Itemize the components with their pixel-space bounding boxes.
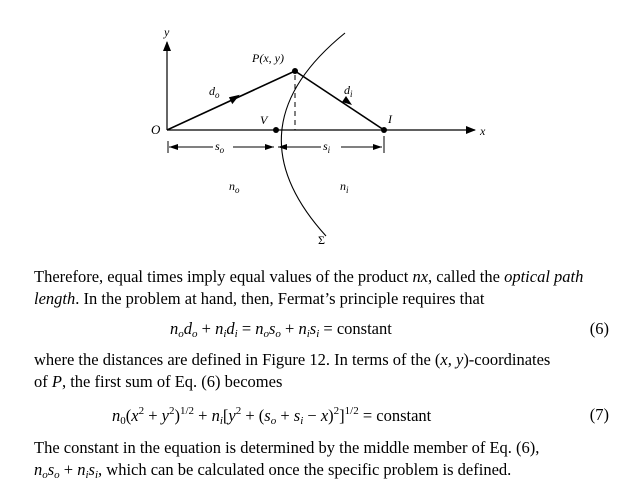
paragraph-constant: The constant in the equation is determined by the middle member of Eq. (6), $n_os_o + n_is_i$, which can be calculated once the specific problem is defined. [34,438,540,481]
origin-label: O [151,122,161,137]
n-o-label: $n_o$ [229,179,240,195]
so-left-arrow [169,144,178,150]
vertex-label: V [260,113,268,127]
paragraph-optical-path: Therefore, equal times imply equal values of the product nx, called the optical path length. In the problem at hand, then, Fermat’s principle requires that [34,267,584,308]
surface-label: Σ [318,233,325,247]
di-label: $d_i$ [344,83,353,99]
si-right-arrow [373,144,382,150]
do-label: $d_o$ [209,84,220,100]
point-p [292,68,298,74]
paragraph-coordinates: where the distances are defined in Figure 12. In terms of the (x, y)-coordinates of P, the first sum of Eq. (6) becomes [34,350,551,391]
point-v [273,127,279,133]
si-left-arrow [278,144,287,150]
eq6-rhs: = constant [323,319,392,338]
y-axis-label: y [164,25,170,39]
equation-7: $n_0(x^2 + y^2)^{1/2} + n_i[y^2 + (s_o + s_i - x)^2]^{1/2}$ = constant (7) [112,405,609,427]
eq7-number: (7) [589,405,609,424]
n-i-label: $n_i$ [340,179,349,195]
eq6-number: (6) [589,319,609,338]
so-right-arrow [265,144,274,150]
x-axis-label: x [480,124,486,138]
si-label: $s_i$ [323,139,331,155]
equation-6: $n_od_o + n_id_i = n_os_o + n_is_i$ = constant (6) [170,319,609,340]
point-p-label: P(x, y) [252,51,284,65]
point-i [381,127,387,133]
ray-di [295,71,384,130]
eq7-rhs: = constant [362,406,432,425]
image-point-label: I [388,112,392,126]
so-label: $s_o$ [215,139,225,155]
ray-do-arrow [229,95,240,105]
refracting-surface [281,33,345,236]
